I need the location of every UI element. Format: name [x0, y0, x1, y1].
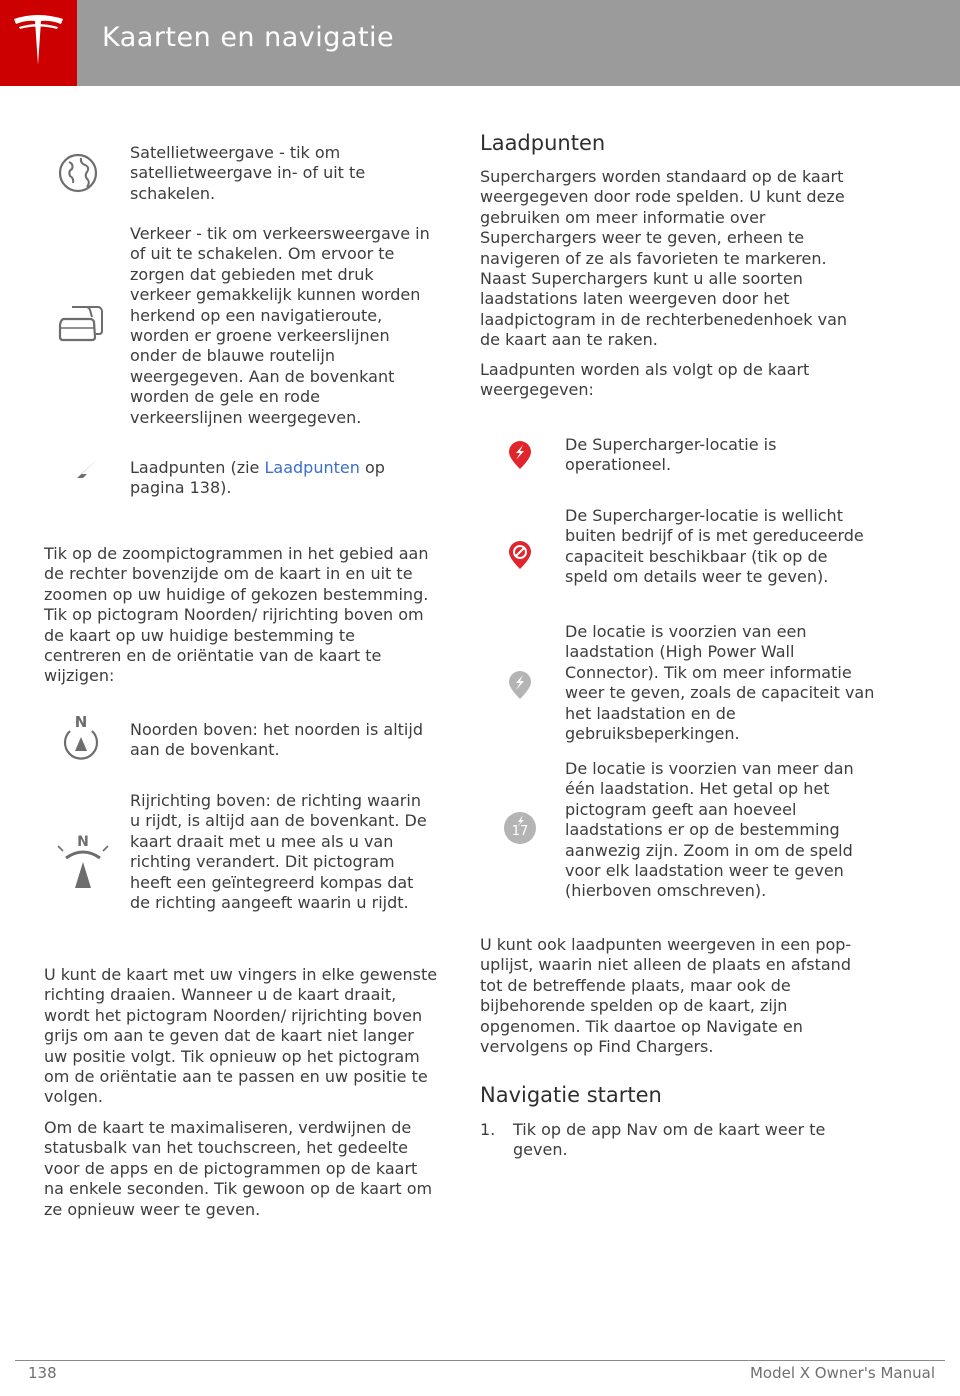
tesla-logo: [0, 0, 77, 86]
traffic-cars-icon: [56, 301, 106, 345]
heading-up-icon: [54, 832, 112, 892]
wall-connector-pin-icon: [507, 670, 533, 700]
tesla-logo-icon: [10, 13, 67, 71]
popup-list-paragraph: U kunt ook laadpunten weergeven in een pop-uplijst, waarin niet alleen de plaats en afstand tot de betreffende plaats, maar ook de bijbehorende spelden op de kaart, zijn opgenomen. Tik daartoe op Navigate en vervolgens op Find Chargers.: [480, 935, 852, 1057]
station-count-badge: 17: [511, 824, 529, 839]
charging-text-before: Laadpunten (zie: [130, 458, 265, 477]
heading-navigatie-starten: Navigatie starten: [480, 1083, 662, 1107]
charging-text-after: op pagina 138).: [130, 458, 385, 498]
step-1-text: Tik op de app Nav om de kaart weer te geven.: [513, 1120, 826, 1160]
globe-icon: [57, 152, 99, 194]
satellite-description: Satellietweergave - tik om satellietweergave in- of uit te schakelen.: [130, 143, 366, 203]
rotate-paragraph: U kunt de kaart met uw vingers in elke gewenste richting draaien. Wanneer u de kaart draait, wordt het pictogram Noorden/ rijrichting boven grijs om aan te geven dat de kaart niet langer uw positie volgt. Tik opnieuw op het pictogram om de oriëntatie aan te passen en uw positie te volgen.: [44, 965, 438, 1107]
charging-display-paragraph: Laadpunten worden als volgt op de kaart weergegeven:: [480, 360, 810, 400]
north-up-icon: [56, 713, 106, 765]
superchargers-paragraph: Superchargers worden standaard op de kaart weergegeven door rode spelden. U kunt deze gebruiken om meer informatie over Superchargers weer te geven, erheen te navigeren of ze als favorieten te markeren. Naast Superchargers kunt u alle soorten laadstations laten weergeven door het laadpictogram in de rechterbenedenhoek van de kaart aan te raken.: [480, 167, 848, 350]
traffic-description: Verkeer - tik om verkeersweergave in of uit te schakelen. Om ervoor te zorgen dat gebieden met druk verkeer gemakkelijk kunnen worden herkend op een navigatieroute, worden er groene verkeerslijnen onder de blauwe routelijn weergegeven. Aan de bovenkant worden de gele en rode verkeerslijnen weergegeven.: [130, 224, 430, 427]
laadpunten-link[interactable]: Laadpunten: [264, 458, 360, 477]
heading-laadpunten: Laadpunten: [480, 131, 606, 155]
pin-multi-station-description: De locatie is voorzien van meer dan één laadstation. Het getal op het pictogram geeft aan hoeveel laadstations er op de bestemming aanwezig zijn. Zoom in om de speld voor elk laadstation weer te geven (hierboven omschreven).: [565, 759, 854, 901]
charging-description: [130, 458, 430, 499]
page-title: Kaarten en navigatie: [102, 22, 395, 53]
page-header: [0, 0, 960, 86]
svg-text:N: N: [77, 834, 89, 850]
manual-name: Model X Owner's Manual: [749, 1364, 935, 1382]
page-number: 138: [28, 1364, 57, 1382]
pin-closed-description: De Supercharger-locatie is wellicht buiten bedrijf of is met gereduceerde capaciteit beschikbaar (tik op de speld om details weer te geven).: [565, 506, 864, 587]
supercharger-closed-pin-icon: [507, 540, 533, 570]
step-number: 1.: [480, 1120, 496, 1139]
supercharger-pin-icon: [507, 440, 533, 470]
pin-operational-description: De Supercharger-locatie is operationeel.: [565, 435, 777, 475]
multi-station-pin-icon: [504, 812, 536, 844]
maximize-paragraph: Om de kaart te maximaliseren, verdwijnen de statusbalk van het touchscreen, het gedeelte voor de apps en de pictogrammen op de kaart na enkele seconden. Tik gewoon op de kaart om ze opnieuw weer te geven.: [44, 1118, 433, 1219]
footer-divider: [15, 1360, 945, 1361]
north-up-description: Noorden boven: het noorden is altijd aan de bovenkant.: [130, 720, 423, 760]
zoom-paragraph: Tik op de zoompictogrammen in het gebied aan de rechter bovenzijde om de kaart in en uit te zoomen op uw huidige of gekozen bestemming. Tik op pictogram Noorden/ rijrichting boven om de kaart op uw huidige bestemming te centreren en de oriëntatie van de kaart te wijzigen:: [44, 544, 429, 686]
pin-wall-connector-description: De locatie is voorzien van een laadstation (High Power Wall Connector). Tik om meer informatie weer te geven, zoals de capaciteit van het laadstation en de gebruiksbeperkingen.: [565, 622, 875, 744]
svg-text:N: N: [74, 713, 88, 731]
heading-up-description: Rijrichting boven: de richting waarin u rijdt, is altijd aan de bovenkant. De kaart draait met u mee als u van richting verandert. Dit pictogram heeft een geïntegreerd kompas dat de richting aangeeft waarin u rijdt.: [130, 791, 427, 913]
charging-bolt-icon: [63, 456, 101, 498]
